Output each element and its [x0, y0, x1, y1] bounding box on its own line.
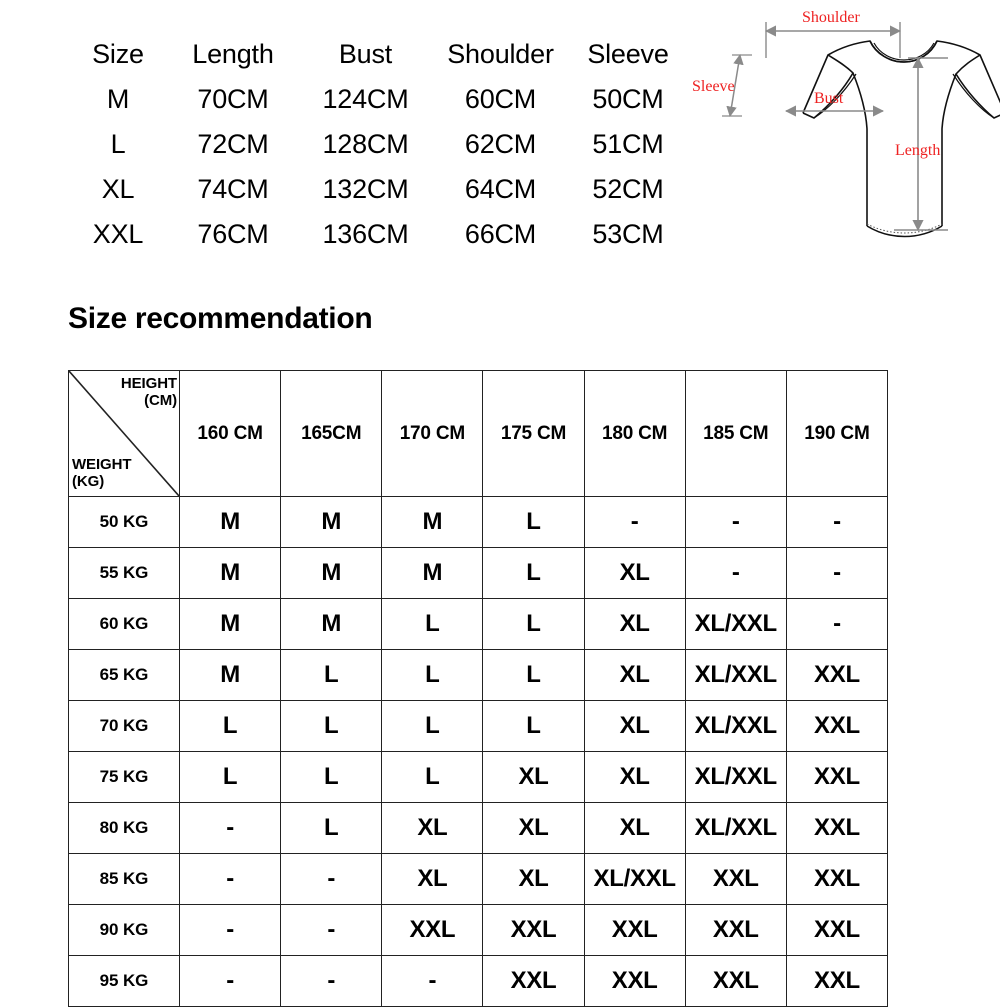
weight-row-label: 90 KG — [69, 905, 180, 956]
reco-cell: L — [281, 752, 382, 803]
reco-cell: - — [180, 854, 281, 905]
spec-cell: 74CM — [197, 174, 269, 204]
reco-cell: L — [180, 701, 281, 752]
spec-cell: 128CM — [322, 129, 409, 159]
reco-cell: XXL — [685, 854, 786, 905]
page-title: Size recommendation — [68, 302, 373, 335]
weight-row-label: 95 KG — [69, 956, 180, 1007]
size-spec-table — [68, 32, 688, 257]
spec-cell: 136CM — [322, 219, 409, 249]
reco-cell: - — [685, 548, 786, 599]
corner-inner — [69, 371, 179, 496]
spec-cell: M — [106, 84, 130, 114]
reco-cell: - — [382, 956, 483, 1007]
reco-cell: XL/XXL — [685, 752, 786, 803]
height-header-175: 175 CM — [483, 371, 584, 497]
reco-cell: XXL — [786, 803, 887, 854]
spec-cell: 53CM — [592, 219, 664, 249]
height-header-180: 180 CM — [584, 371, 685, 497]
reco-cell: XXL — [786, 905, 887, 956]
reco-cell: L — [483, 599, 584, 650]
spec-header-shoulder: Shoulder — [447, 39, 554, 69]
reco-cell: XL — [483, 854, 584, 905]
reco-cell: XXL — [685, 905, 786, 956]
reco-cell: XL — [584, 599, 685, 650]
reco-cell: XL/XXL — [685, 701, 786, 752]
reco-cell: XL — [584, 548, 685, 599]
table-header-row — [68, 32, 688, 77]
table-row — [69, 956, 888, 1007]
spec-cell: 52CM — [592, 174, 664, 204]
reco-cell: XL — [584, 701, 685, 752]
reco-cell: - — [180, 956, 281, 1007]
bust-label: Bust — [814, 90, 844, 107]
spec-cell: 62CM — [464, 129, 537, 159]
reco-cell: M — [281, 599, 382, 650]
reco-cell: - — [685, 497, 786, 548]
reco-cell: XXL — [584, 956, 685, 1007]
reco-cell: L — [483, 701, 584, 752]
reco-cell: L — [483, 548, 584, 599]
reco-cell: L — [281, 803, 382, 854]
weight-row-label: 80 KG — [69, 803, 180, 854]
spec-cell: 76CM — [197, 219, 269, 249]
spec-cell: XXL — [92, 219, 144, 249]
reco-cell: XL — [382, 803, 483, 854]
reco-cell: XXL — [786, 854, 887, 905]
reco-cell: XXL — [685, 956, 786, 1007]
weight-row-label: 60 KG — [69, 599, 180, 650]
weight-row-label: 65 KG — [69, 650, 180, 701]
spec-cell: 132CM — [322, 174, 409, 204]
weight-axis-label-line1: WEIGHT — [72, 455, 132, 473]
weight-axis-label-line2: (KG) — [72, 472, 105, 490]
reco-cell: L — [382, 599, 483, 650]
reco-cell: XL/XXL — [584, 854, 685, 905]
reco-cell: XXL — [584, 905, 685, 956]
reco-cell: XXL — [483, 905, 584, 956]
spec-cell: 64CM — [464, 174, 537, 204]
reco-cell: XXL — [786, 650, 887, 701]
table-row — [69, 599, 888, 650]
reco-cell: XL — [584, 803, 685, 854]
reco-cell: L — [382, 752, 483, 803]
reco-table-head — [69, 371, 888, 497]
spec-cell: 72CM — [197, 129, 269, 159]
reco-cell: L — [281, 650, 382, 701]
reco-cell: XL — [483, 803, 584, 854]
reco-cell: L — [281, 701, 382, 752]
spec-header-sleeve: Sleeve — [587, 39, 669, 69]
weight-row-label: 75 KG — [69, 752, 180, 803]
reco-cell: L — [483, 650, 584, 701]
table-row — [68, 167, 688, 212]
length-label: Length — [895, 142, 941, 159]
table-row — [68, 77, 688, 122]
reco-cell: - — [281, 854, 382, 905]
reco-cell: L — [382, 650, 483, 701]
reco-cell: XL/XXL — [685, 650, 786, 701]
reco-cell: - — [786, 599, 887, 650]
spec-cell: 50CM — [592, 84, 664, 114]
weight-row-label: 50 KG — [69, 497, 180, 548]
reco-cell: M — [382, 497, 483, 548]
spec-cell: L — [110, 129, 126, 159]
table-row — [69, 905, 888, 956]
table-row — [69, 701, 888, 752]
reco-cell: XXL — [786, 701, 887, 752]
weight-axis-label — [72, 456, 131, 491]
tshirt-outline-icon — [803, 41, 1000, 237]
reco-cell: XL/XXL — [685, 599, 786, 650]
table-row — [69, 548, 888, 599]
axis-corner-cell — [69, 371, 180, 497]
reco-cell: XL/XXL — [685, 803, 786, 854]
reco-cell: - — [180, 905, 281, 956]
spec-header-size: Size — [92, 39, 144, 69]
spec-header-bust: Bust — [338, 39, 393, 69]
reco-cell: - — [786, 548, 887, 599]
height-axis-label — [121, 375, 177, 410]
weight-row-label: 70 KG — [69, 701, 180, 752]
reco-cell: - — [281, 956, 382, 1007]
reco-cell: L — [180, 752, 281, 803]
shoulder-label: Shoulder — [802, 9, 860, 26]
weight-row-label: 85 KG — [69, 854, 180, 905]
spec-cell: 70CM — [197, 84, 269, 114]
reco-cell: M — [180, 599, 281, 650]
reco-table-body — [69, 497, 888, 1007]
table-row — [69, 497, 888, 548]
table-row — [69, 650, 888, 701]
spec-cell: 51CM — [592, 129, 664, 159]
weight-row-label: 55 KG — [69, 548, 180, 599]
reco-cell: XXL — [786, 752, 887, 803]
table-row — [68, 122, 688, 167]
reco-cell: XXL — [382, 905, 483, 956]
sleeve-label: Sleeve — [692, 78, 735, 95]
reco-cell: M — [180, 497, 281, 548]
size-spec-table-body — [68, 32, 688, 257]
spec-cell: 60CM — [464, 84, 537, 114]
reco-cell: XL — [584, 752, 685, 803]
table-row — [68, 212, 688, 257]
reco-cell: XXL — [786, 956, 887, 1007]
size-recommendation-table — [68, 370, 888, 1007]
reco-cell: - — [180, 803, 281, 854]
height-axis-label-line2: (CM) — [144, 392, 177, 410]
height-header-185: 185 CM — [685, 371, 786, 497]
height-header-160: 160 CM — [180, 371, 281, 497]
height-header-190: 190 CM — [786, 371, 887, 497]
reco-cell: XL — [584, 650, 685, 701]
reco-cell: XL — [382, 854, 483, 905]
reco-cell: L — [483, 497, 584, 548]
reco-cell: L — [382, 701, 483, 752]
reco-cell: - — [584, 497, 685, 548]
height-header-170: 170 CM — [382, 371, 483, 497]
reco-cell: XXL — [483, 956, 584, 1007]
tshirt-measurement-diagram — [690, 0, 1000, 270]
spec-cell: 124CM — [322, 84, 409, 114]
height-axis-label-line1: HEIGHT — [120, 375, 177, 392]
reco-cell: M — [382, 548, 483, 599]
table-header-row — [69, 371, 888, 497]
table-row — [69, 854, 888, 905]
reco-cell: M — [180, 548, 281, 599]
spec-cell: XL — [101, 174, 135, 204]
spec-cell: 66CM — [464, 219, 537, 249]
table-row — [69, 752, 888, 803]
height-header-165: 165CM — [281, 371, 382, 497]
reco-cell: XL — [483, 752, 584, 803]
table-row — [69, 803, 888, 854]
reco-cell: M — [281, 497, 382, 548]
reco-cell: - — [786, 497, 887, 548]
reco-cell: - — [281, 905, 382, 956]
spec-header-length: Length — [192, 39, 274, 69]
reco-cell: M — [281, 548, 382, 599]
reco-cell: M — [180, 650, 281, 701]
